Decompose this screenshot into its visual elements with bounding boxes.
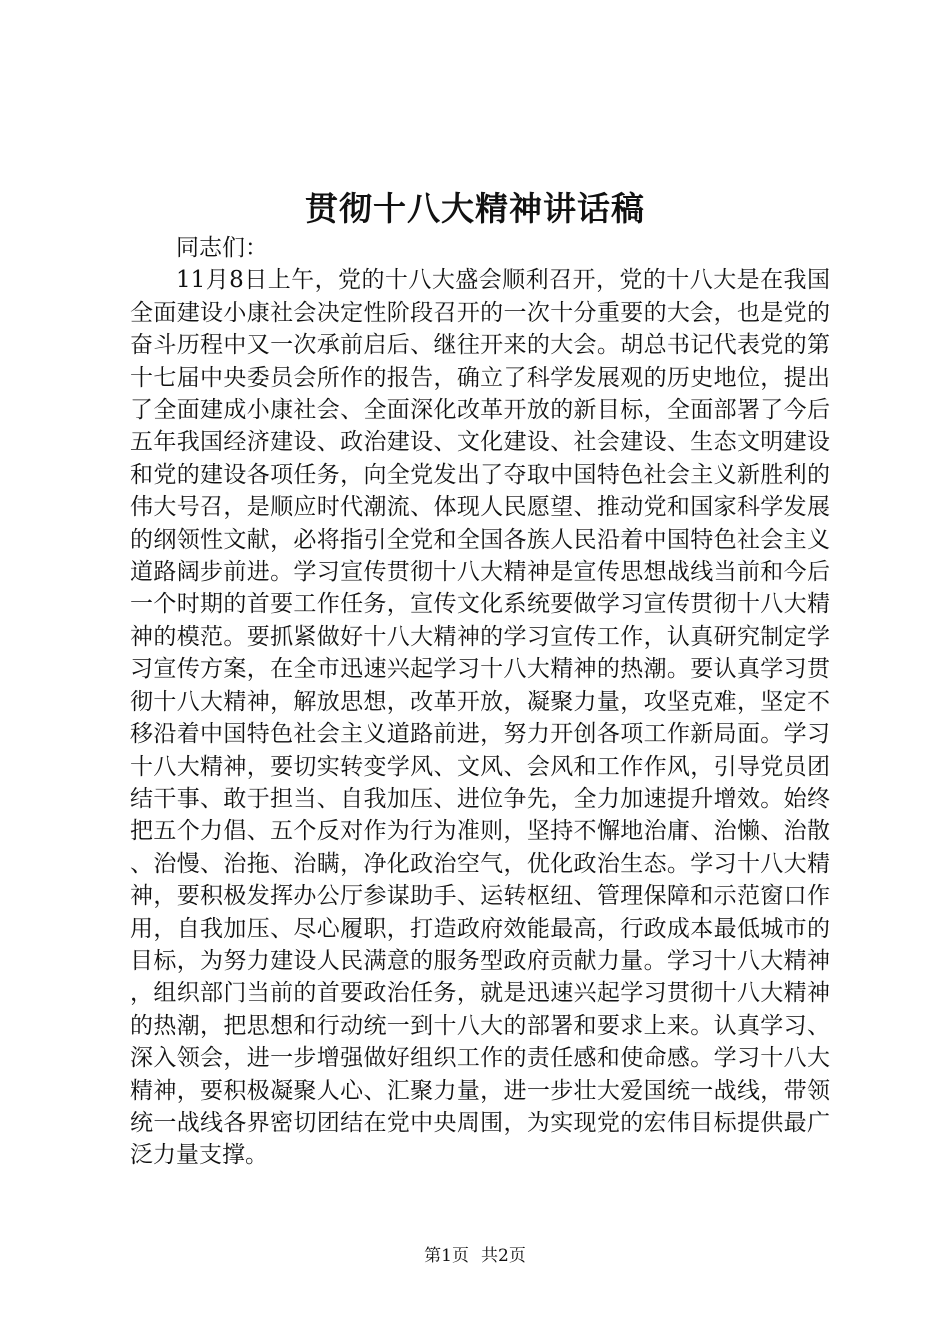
body-paragraph: 11月8日上午，党的十八大盛会顺利召开，党的十八大是在我国全面建设小康社会决定性阶段召开的一次十分重要的大会，也是党的奋斗历程中又一次承前启后、继往开来的大会。胡总书记代表党的第十七届中央委员会所作的报告，确立了科学发展观的历史地位，提出了全面建成小康社会、全面深化改革开放的新目标，全面部署了今后五年我国经济建设、政治建设、文化建设、社会建设、生态文明建设和党的建设各项任务，向全党发出了夺取中国特色社会主义新胜利的伟大号召，是顺应时代潮流、体现人民愿望、推动党和国家科学发展的纲领性文献，必将指引全党和全国各族人民沿着中国特色社会主义道路阔步前进。学习宣传贯彻十八大精神是宣传思想战线当前和今后一个时期的首要工作任务，宣传文化系统要做学习宣传贯彻十八大精神的模范。要抓紧做好十八大精神的学习宣传工作，认真研究制定学习宣传方案，在全市迅速兴起学习十八大精神的热潮。要认真学习贯彻十八大精神，解放思想，改革开放，凝聚力量，攻坚克难，坚定不移沿着中国特色社会主义道路前进，努力开创各项工作新局面。学习十八大精神，要切实转变学风、文风、会风和工作作风，引导党员团结干事、敢于担当、自我加压、进位争先，全力加速提升增效。始终把五个力倡、五个反对作为行为准则，坚持不懈地治庸、治懒、治散、治慢、治拖、治瞒，净化政治空气，优化政治生态。学习十八大精神，要积极发挥办公厅参谋助手、运转枢纽、管理保障和示范窗口作用，自我加压、尽心履职，打造政府效能最高，行政成本最低城市的目标，为努力建设人民满意的服务型政府贡献力量。学习十八大精神，组织部门当前的首要政治任务，就是迅速兴起学习贯彻十八大精神的热潮，把思想和行动统一到十八大的部署和要求上来。认真学习、深入领会，进一步增强做好组织工作的责任感和使命感。学习十八大精神，要积极凝聚人心、汇聚力量，进一步壮大爱国统一战线，带领统一战线各界密切团结在党中央周围，为实现党的宏伟目标提供最广泛力量支撑。 <box>130 267 830 1169</box>
document-title: 贯彻十八大精神讲话稿 <box>305 189 645 228</box>
page-footer <box>0 1244 950 1268</box>
salutation: 同志们： <box>176 235 268 261</box>
page-number-current: 第1页 <box>424 1246 469 1266</box>
document-body <box>130 232 830 1172</box>
page-number-total: 共2页 <box>481 1246 526 1266</box>
